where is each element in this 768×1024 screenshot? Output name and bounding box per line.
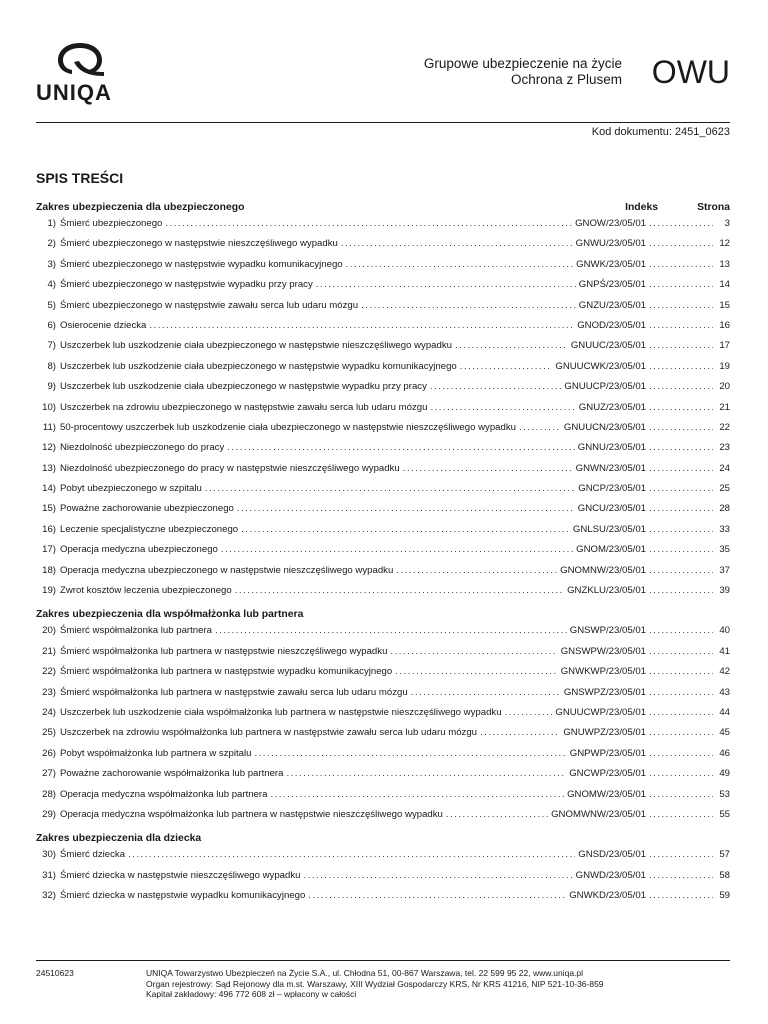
toc-entry[interactable] [36,340,730,360]
dot-leader [430,381,562,392]
entry-page-number: 46 [719,747,730,759]
toc-entry[interactable] [36,259,730,279]
entry-page-number: 3 [724,218,730,229]
entry-number: 1) [47,218,56,229]
entry-page-number: 59 [719,890,730,902]
toc-section [36,833,730,910]
header-divider [36,122,730,123]
column-header-indeks: Indeks [625,202,658,213]
footer-code: 24510623 [36,968,74,978]
toc-entry[interactable] [36,768,730,788]
toc-entry[interactable] [36,320,730,340]
dot-leader [460,361,553,372]
entry-index-code: GNOD/23/05/01 [577,319,646,331]
entry-number: 18) [42,564,56,576]
dot-leader [346,259,574,270]
dot-leader [390,646,557,657]
dot-leader [649,422,713,433]
toc-section-heading [36,202,730,218]
toc-entry[interactable] [36,463,730,483]
entry-number: 28) [42,788,56,800]
entry-title: Niezdolność ubezpieczonego do pracy [60,442,225,454]
entry-page-number: 21 [719,401,730,413]
dot-leader [649,381,713,392]
entry-index-code: GNOMW/23/05/01 [567,788,646,800]
dot-leader [165,218,572,229]
dot-leader [519,422,561,433]
entry-index-code: GNOW/23/05/01 [575,218,646,229]
entry-page-number: 25 [719,483,730,495]
toc-entry[interactable] [36,890,730,910]
entry-index-code: GNWK/23/05/01 [576,258,646,270]
entry-number: 8) [47,360,56,372]
entry-title: Poważne zachorowanie współmałżonka lub partnera [60,768,284,780]
dot-leader [227,442,574,453]
toc-entry[interactable] [36,361,730,381]
toc-entry[interactable] [36,279,730,299]
entry-number: 3) [47,258,56,270]
entry-title: Uszczerbek na zdrowiu współmałżonka lub partnera w następstwie zawału serca lub udaru mózgu [60,727,478,739]
toc-entry[interactable] [36,381,730,401]
toc-entry[interactable] [36,524,730,544]
toc-entry[interactable] [36,666,730,686]
entry-title: Uszczerbek lub uszkodzenie ciała współmałżonka lub partnera w następstwie nieszczęśliwego wypadku [60,706,502,718]
dot-leader [649,524,713,535]
entry-title: Zwrot kosztów leczenia ubezpieczonego [60,585,232,597]
entry-number: 6) [47,319,56,331]
entry-page-number: 22 [719,421,730,433]
entry-number: 21) [42,645,56,657]
entry-index-code: GNOMNW/23/05/01 [560,564,646,576]
entry-page-number: 39 [719,585,730,597]
toc-entry[interactable] [36,442,730,462]
entry-number: 11) [42,421,56,433]
entry-index-code: GNUUCP/23/05/01 [564,381,646,393]
toc-entry[interactable] [36,727,730,747]
entry-number: 4) [47,279,56,291]
dot-leader [649,402,713,413]
entry-page-number: 20 [719,381,730,393]
entry-title: Uszczerbek lub uszkodzenie ciała ubezpieczonego w następstwie nieszczęśliwego wypadku [60,340,452,352]
toc-entry[interactable] [36,483,730,503]
entry-page-number: 44 [719,706,730,718]
toc-entry[interactable] [36,238,730,258]
entry-index-code: GNUUC/23/05/01 [570,340,646,352]
dot-leader [649,707,713,718]
entry-number: 9) [47,381,56,393]
section-heading-text: Zakres ubezpieczenia dla ubezpieczonego [36,202,245,213]
entry-page-number: 40 [719,625,730,637]
entry-title: Śmierć współmałżonka lub partnera w następstwie wypadku komunikacyjnego [60,666,393,678]
entry-number: 24) [42,706,56,718]
toc-title: SPIS TREŚCI [36,170,124,186]
entry-number: 13) [42,462,56,474]
dot-leader [455,340,568,351]
dot-leader [241,524,570,535]
toc-entry[interactable] [36,849,730,869]
dot-leader [128,849,575,860]
entry-title: Operacja medyczna ubezpieczonego w następstwie nieszczęśliwego wypadku [60,564,394,576]
entry-index-code: GNUUCWK/23/05/01 [555,360,646,372]
entry-page-number: 41 [719,645,730,657]
dot-leader [205,483,575,494]
entry-index-code: GNPWP/23/05/01 [569,747,646,759]
entry-index-code: GNNU/23/05/01 [577,442,646,454]
dot-leader [254,748,566,759]
entry-number: 23) [42,686,56,698]
toc-section [36,202,730,605]
dot-leader [395,666,557,677]
section-heading-text: Zakres ubezpieczenia dla współmałżonka lub partnera [36,609,304,621]
entry-page-number: 19 [719,360,730,372]
entry-title: Śmierć współmałżonka lub partnera [60,625,212,637]
entry-index-code: GNCU/23/05/01 [577,503,646,515]
entry-title: 50-procentowy uszczerbek lub uszkodzenie ciała ubezpieczonego w następstwie nieszczęśliwego wypadku [60,421,516,433]
section-heading-text: Zakres ubezpieczenia dla dziecka [36,833,202,845]
entry-number: 22) [42,666,56,678]
dot-leader [308,890,566,901]
entry-page-number: 23 [719,442,730,454]
entry-index-code: GNUUCN/23/05/01 [563,421,646,433]
dot-leader [649,727,713,738]
entry-index-code: GNSD/23/05/01 [578,849,646,861]
dot-leader [649,849,713,860]
entry-page-number: 42 [719,666,730,678]
dot-leader [649,218,713,229]
toc-entry[interactable] [36,218,730,238]
entry-number: 7) [47,340,56,352]
footer-line-3: Kapitał zakładowy: 496 772 608 zł – wpłacony w całości [146,989,357,999]
toc-entry[interactable] [36,503,730,523]
entry-page-number: 12 [719,238,730,250]
entry-page-number: 16 [719,319,730,331]
dot-leader [649,789,713,800]
toc-entry[interactable] [36,422,730,442]
entry-number: 15) [42,503,56,515]
entry-title: Pobyt ubezpieczonego w szpitalu [60,483,202,495]
dot-leader [649,687,713,698]
dot-leader [649,646,713,657]
entry-number: 25) [42,727,56,739]
entry-page-number: 57 [719,849,730,861]
logo-text: UNIQA [36,80,112,105]
dot-leader [649,625,713,636]
entry-page-number: 13 [719,258,730,270]
entry-index-code: GNWKD/23/05/01 [569,890,646,902]
dot-leader [649,890,713,901]
dot-leader [235,585,564,596]
entry-index-code: GNWN/23/05/01 [575,462,646,474]
dot-leader [149,320,574,331]
entry-title: Pobyt współmałżonka lub partnera w szpitalu [60,747,252,759]
dot-leader [649,238,713,249]
entry-index-code: GNLSU/23/05/01 [572,523,646,535]
entry-number: 20) [42,625,56,637]
dot-leader [286,768,566,779]
entry-number: 17) [42,544,56,556]
entry-title: Uszczerbek lub uszkodzenie ciała ubezpieczonego w następstwie wypadku przy pracy [60,381,427,393]
entry-index-code: GNSWP/23/05/01 [569,625,646,637]
entry-title: Operacja medyczna współmałżonka lub partnera w następstwie nieszczęśliwego wypadku [60,808,443,820]
entry-title: Śmierć ubezpieczonego w następstwie wypadku przy pracy [60,279,313,291]
uniqa-logo-mark-icon [52,40,108,78]
entry-title: Leczenie specjalistyczne ubezpieczonego [60,523,239,535]
entry-index-code: GNSWPZ/23/05/01 [563,686,646,698]
entry-title: Osierocenie dziecka [60,319,147,331]
entry-index-code: GNZKLU/23/05/01 [567,585,646,597]
entry-index-code: GNZU/23/05/01 [578,299,646,311]
entry-page-number: 33 [719,523,730,535]
entry-page-number: 37 [719,564,730,576]
toc-entry[interactable] [36,625,730,645]
entry-title: Operacja medyczna ubezpieczonego [60,544,218,556]
entry-index-code: GNUUCWP/23/05/01 [555,706,646,718]
dot-leader [446,809,548,820]
entry-index-code: GNUWPZ/23/05/01 [563,727,646,739]
dot-leader [649,340,713,351]
dot-leader [649,361,713,372]
toc-entry[interactable] [36,544,730,564]
entry-number: 29) [42,808,56,820]
entry-number: 2) [47,238,56,250]
entry-index-code: GNPŚ/23/05/01 [578,279,646,291]
dot-leader [649,748,713,759]
entry-number: 30) [42,849,56,861]
toc-entry[interactable] [36,687,730,707]
toc-entry[interactable] [36,646,730,666]
entry-page-number: 24 [719,462,730,474]
entry-title: Śmierć ubezpieczonego w następstwie nieszczęśliwego wypadku [60,238,338,250]
dot-leader [649,768,713,779]
dot-leader [237,503,575,514]
dot-leader [649,442,713,453]
entry-page-number: 43 [719,686,730,698]
dot-leader [649,585,713,596]
entry-number: 31) [42,869,56,881]
entry-number: 12) [42,442,56,454]
entry-title: Uszczerbek lub uszkodzenie ciała ubezpieczonego w następstwie wypadku komunikacyjnego [60,360,457,372]
dot-leader [396,565,557,576]
entry-page-number: 45 [719,727,730,739]
document-title [424,56,622,88]
dot-leader [649,544,713,555]
dot-leader [649,320,713,331]
entry-index-code: GNWKWP/23/05/01 [560,666,646,678]
footer-company-info [146,968,604,1000]
dot-leader [649,259,713,270]
document-code: Kod dokumentu: 2451_0623 [591,126,730,138]
dot-leader [403,463,573,474]
toc-entry[interactable] [36,565,730,585]
dot-leader [430,402,575,413]
entry-page-number: 49 [719,768,730,780]
entry-number: 19) [42,585,56,597]
footer-divider [36,960,730,961]
entry-index-code: GNUZ/23/05/01 [578,401,646,413]
entry-index-code: GNWU/23/05/01 [575,238,646,250]
toc-section-heading [36,609,730,625]
entry-number: 14) [42,483,56,495]
entry-title: Śmierć dziecka w następstwie nieszczęśliwego wypadku [60,869,301,881]
dot-leader [649,809,713,820]
title-line-2: Ochrona z Plusem [510,72,622,87]
table-of-contents [36,202,730,911]
dot-leader [303,870,572,881]
owu-badge: OWU [651,54,730,90]
entry-number: 5) [47,299,56,311]
entry-index-code: GNOMWNW/23/05/01 [551,808,646,820]
toc-entry[interactable] [36,809,730,829]
dot-leader [649,666,713,677]
entry-number: 32) [42,890,56,902]
entry-page-number: 53 [719,788,730,800]
entry-number: 27) [42,768,56,780]
entry-page-number: 35 [719,544,730,556]
entry-title: Śmierć współmałżonka lub partnera w następstwie zawału serca lub udaru mózgu [60,686,408,698]
entry-number: 16) [42,523,56,535]
entry-title: Śmierć współmałżonka lub partnera w następstwie nieszczęśliwego wypadku [60,645,388,657]
dot-leader [649,463,713,474]
toc-entry[interactable] [36,707,730,727]
toc-entry[interactable] [36,870,730,890]
dot-leader [505,707,553,718]
dot-leader [215,625,567,636]
toc-entry[interactable] [36,789,730,809]
entry-page-number: 28 [719,503,730,515]
dot-leader [649,483,713,494]
entry-index-code: GNSWPW/23/05/01 [560,645,646,657]
entry-page-number: 58 [719,869,730,881]
entry-page-number: 14 [719,279,730,291]
toc-section-heading [36,833,730,849]
dot-leader [649,279,713,290]
entry-title: Śmierć ubezpieczonego w następstwie wypadku komunikacyjnego [60,258,343,270]
entry-title: Uszczerbek na zdrowiu ubezpieczonego w następstwie zawału serca lub udaru mózgu [60,401,428,413]
toc-entry[interactable] [36,748,730,768]
entry-title: Poważne zachorowanie ubezpieczonego [60,503,234,515]
dot-leader [341,238,573,249]
toc-section [36,609,730,829]
entry-title: Niezdolność ubezpieczonego do pracy w następstwie nieszczęśliwego wypadku [60,462,400,474]
entry-page-number: 17 [719,340,730,352]
footer-line-2: Organ rejestrowy: Sąd Rejonowy dla m.st. Warszawy, XIII Wydział Gospodarczy KRS, Nr KRS 41216, NIP 521-10-36-859 [146,978,604,989]
entry-page-number: 55 [719,808,730,820]
entry-index-code: GNCP/23/05/01 [578,483,646,495]
entry-title: Śmierć ubezpieczonego [60,218,163,229]
title-line-1: Grupowe ubezpieczenie na życie [423,56,622,71]
toc-entry[interactable] [36,585,730,605]
dot-leader [270,789,564,800]
dot-leader [411,687,561,698]
entry-number: 26) [42,747,56,759]
entry-title: Śmierć dziecka [60,849,126,861]
dot-leader [649,870,713,881]
entry-number: 10) [42,401,56,413]
entry-page-number: 15 [719,299,730,311]
dot-leader [480,727,560,738]
dot-leader [361,300,576,311]
entry-index-code: GNOM/23/05/01 [576,544,646,556]
entry-index-code: GNWD/23/05/01 [575,869,646,881]
column-header-strona: Strona [697,202,730,213]
entry-index-code: GNCWP/23/05/01 [569,768,646,780]
entry-title: Śmierć dziecka w następstwie wypadku komunikacyjnego [60,890,306,902]
dot-leader [221,544,573,555]
dot-leader [649,300,713,311]
dot-leader [649,565,713,576]
toc-entry[interactable] [36,300,730,320]
footer-line-1: UNIQA Towarzystwo Ubezpieczeń na Życie S.A., ul. Chłodna 51, 00-867 Warszawa, tel. 22 599 95 22, www.uniqa.pl [146,968,584,978]
dot-leader [649,503,713,514]
toc-entry[interactable] [36,402,730,422]
entry-title: Śmierć ubezpieczonego w następstwie zawału serca lub udaru mózgu [60,299,359,311]
entry-title: Operacja medyczna współmałżonka lub partnera [60,788,268,800]
uniqa-logo [36,40,124,106]
dot-leader [316,279,576,290]
